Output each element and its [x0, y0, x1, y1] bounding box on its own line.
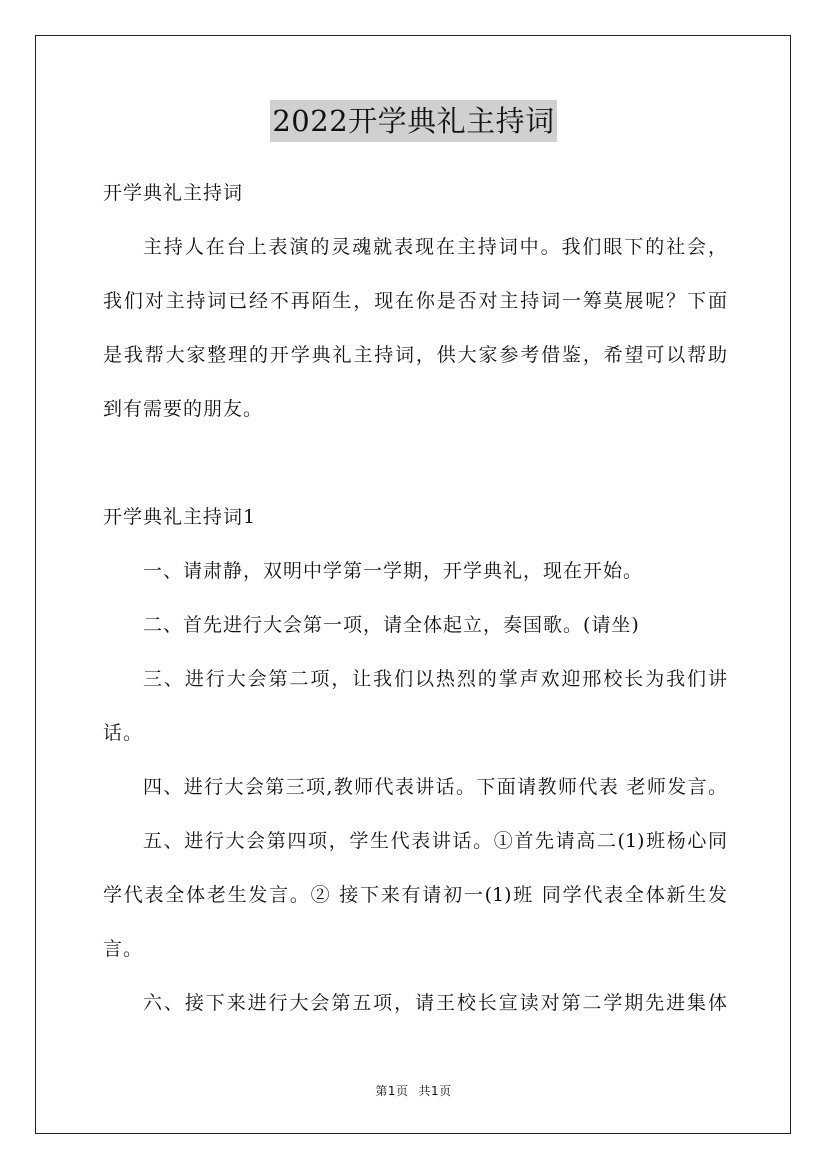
item-line: 五、进行大会第四项，学生代表讲话。①首先请高二(1)班杨心同: [143, 830, 727, 852]
page-footer: [0, 1082, 827, 1099]
item-line: 话。: [103, 722, 144, 744]
section-heading: 开学典礼主持词1: [103, 506, 257, 528]
intro-line: 主持人在台上表演的灵魂就表现在主持词中。我们眼下的社会，: [143, 236, 727, 258]
item-line: 六、接下来进行大会第五项，请王校长宣读对第二学期先进集体: [143, 992, 727, 1014]
item-line: 三、进行大会第二项，让我们以热烈的掌声欢迎邢校长为我们讲: [143, 668, 727, 690]
intro-line: 是我帮大家整理的开学典礼主持词，供大家参考借鉴，希望可以帮助: [103, 344, 727, 366]
intro-line: 到有需要的朋友。: [103, 398, 264, 420]
item-line: 言。: [103, 938, 144, 960]
document-heading: 开学典礼主持词: [103, 182, 244, 204]
paragraph-gap: [103, 445, 727, 499]
item-line: 一、请肃静，双明中学第一学期，开学典礼，现在开始。: [143, 560, 644, 582]
page-number: 第1页: [375, 1084, 409, 1098]
document-body: [103, 175, 727, 1039]
item-line: 学代表全体老生发言。② 接下来有请初一(1)班 同学代表全体新生发: [103, 884, 727, 906]
document-title: 2022开学典礼主持词: [270, 100, 556, 142]
item-line: 二、首先进行大会第一项，请全体起立，奏国歌。(请坐): [143, 614, 640, 636]
intro-line: 我们对主持词已经不再陌生，现在你是否对主持词一筹莫展呢？下面: [103, 290, 727, 312]
item-line: 四、进行大会第三项,教师代表讲话。下面请教师代表 老师发言。: [143, 776, 727, 798]
title-container: [0, 100, 827, 142]
page-total: 共1页: [418, 1084, 452, 1098]
